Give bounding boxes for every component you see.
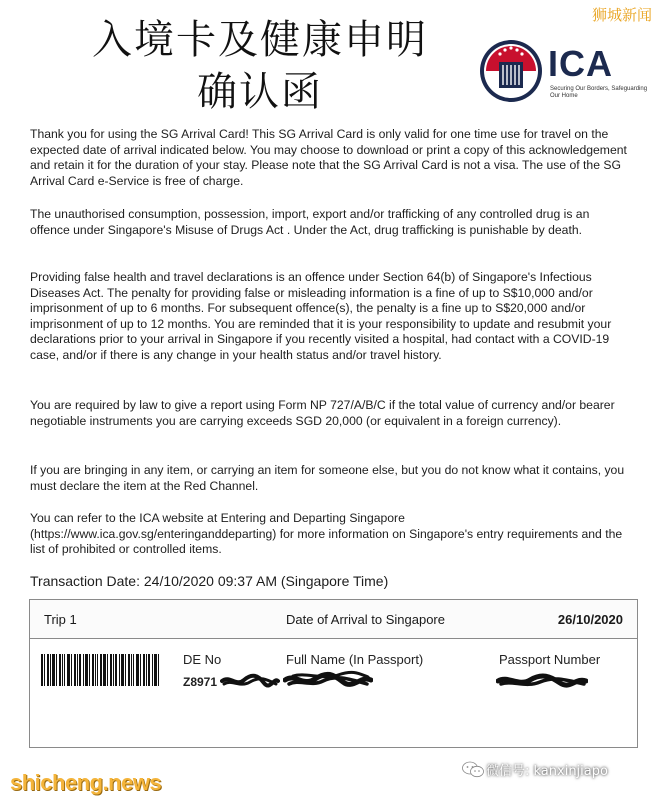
ica-wordmark: ICA <box>548 43 613 84</box>
redaction-scribble-name <box>283 670 373 690</box>
page-title <box>60 14 460 118</box>
page-title-line-1: 入境卡及健康申明 <box>92 17 428 63</box>
paragraph-red-channel: If you are bringing in any item, or carrying an item for someone else, but you do not know what it contains, you must declare the item at the Red Channel. <box>30 463 625 493</box>
passport-number-label: Passport Number <box>499 652 601 667</box>
arrival-date-label: Date of Arrival to Singapore <box>286 612 445 627</box>
paragraph-intro: Thank you for using the SG Arrival Card! This SG Arrival Card is only valid for one time use for travel on the expected date of arrival indicated below. You may choose to download or print a copy of this acknowledgement and retain it for the duration of your stay. Please note that the SG Arrival Card is not a visa. The use of the SG Arrival Card e-Service is free of charge. <box>30 127 627 188</box>
paragraph-drugs: The unauthorised consumption, possession, import, export and/or trafficking of any controlled drug is an offence under Singapore's Misuse of Drugs Act . Under the Act, drug trafficking is punishable by death. <box>30 207 590 237</box>
ica-logo <box>478 38 648 108</box>
transaction-date: Transaction Date: 24/10/2020 09:37 AM (Singapore Time) <box>30 573 389 589</box>
ica-tagline: Securing Our Borders, Safeguarding Our Home <box>550 86 648 99</box>
redaction-scribble-de <box>220 671 280 691</box>
watermark-top: 狮城新闻 <box>591 6 652 24</box>
paragraph-health: Providing false health and travel declarations is an offence under Section 64(b) of Singapore's Infectious Diseases Act. The penalty for providing false or misleading information is a fine of up to S$10,000 and/or imprisonment of up to 6 months. For subsequent offence(s), the penalty is a fine up to S$20,000 and/or imprisonment of up to 12 months. You are reminded that it is your responsibility to update and resubmit your declarations prior to your arrival in Singapore if you recently visited a hospital, had contact with a COVID-19 case, and/or if there is any change in your health status and/or travel history. <box>30 270 612 362</box>
watermark-left: shicheng.news <box>10 770 162 795</box>
de-number-label: DE No <box>183 652 222 667</box>
wechat-icon <box>462 761 484 778</box>
watermark-right: 微信号: kanxinjiapo <box>486 764 608 779</box>
trip-label: Trip 1 <box>44 612 77 627</box>
barcode-icon <box>41 654 159 686</box>
de-number-value: Z8971 <box>183 675 218 689</box>
trip-header <box>30 600 637 639</box>
redaction-scribble-passport <box>496 672 588 690</box>
arrival-date-value: 26/10/2020 <box>557 612 623 627</box>
trip-card <box>29 599 638 748</box>
page-title-line-2: 确认函 <box>197 69 323 115</box>
paragraph-ica-website: You can refer to the ICA website at Entering and Departing Singapore (https://www.ica.gov.sg/enteringanddeparting) for more information on Singapore's entry requirements and the list of prohibited or controlled items. <box>30 511 623 556</box>
full-name-label: Full Name (In Passport) <box>286 652 424 667</box>
ica-crest-icon <box>478 38 544 104</box>
paragraph-currency: You are required by law to give a report using Form NP 727/A/B/C if the total value of currency and/or bearer negotiable instruments you are carrying exceeds SGD 20,000 (or equivalent in a foreign currency). <box>30 398 615 428</box>
